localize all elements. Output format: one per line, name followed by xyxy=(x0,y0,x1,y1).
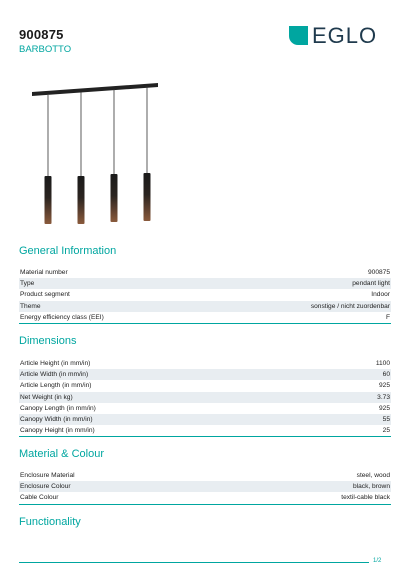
row-value: pendant light xyxy=(352,280,390,288)
table-row xyxy=(19,425,391,436)
row-value: 55 xyxy=(382,415,390,423)
lamp-shade xyxy=(144,173,151,221)
row-value: 1100 xyxy=(375,360,390,367)
row-label: Article Length (in mm/in) xyxy=(20,382,92,390)
row-label: Energy efficiency class (EEI) xyxy=(20,313,104,321)
section-title-general: General Information xyxy=(19,245,117,257)
row-label: Type xyxy=(20,280,35,288)
table-row xyxy=(19,301,391,312)
row-value: 60 xyxy=(382,371,390,379)
table-row xyxy=(19,392,391,403)
footer-divider xyxy=(19,562,369,563)
row-value: sonstige / nicht zuordenbar xyxy=(310,302,390,310)
row-label: Material number xyxy=(20,269,68,276)
canopy xyxy=(32,83,158,96)
row-value: 925 xyxy=(378,404,390,412)
table-row xyxy=(19,358,391,369)
row-value: 925 xyxy=(378,382,390,390)
logo-text: EGLO xyxy=(312,23,378,48)
lamp-shade xyxy=(45,176,52,224)
article-number: 900875 xyxy=(19,27,64,42)
table-row xyxy=(19,492,391,503)
row-label: Product segment xyxy=(20,291,70,299)
row-label: Canopy Width (in mm/in) xyxy=(20,415,93,423)
row-label: Enclosure Material xyxy=(20,472,75,479)
table-row xyxy=(19,312,391,323)
row-value: 25 xyxy=(382,427,390,435)
table-row xyxy=(19,380,391,391)
table-row xyxy=(19,289,391,300)
table-row xyxy=(19,403,391,414)
row-label: Article Height (in mm/in) xyxy=(20,360,91,367)
row-value: steel, wood xyxy=(356,472,390,479)
section-title-dimensions: Dimensions xyxy=(19,335,77,347)
dimensions-table xyxy=(19,358,391,437)
section-title-functionality: Functionality xyxy=(19,516,81,528)
row-label: Canopy Length (in mm/in) xyxy=(20,404,96,412)
table-row xyxy=(19,369,391,380)
table-row xyxy=(19,481,391,492)
table-row xyxy=(19,414,391,425)
section-title-material: Material & Colour xyxy=(19,448,104,460)
row-label: Canopy Height (in mm/in) xyxy=(20,427,95,435)
page-number: 1/2 xyxy=(373,558,382,564)
row-value: textil-cable black xyxy=(341,494,390,502)
row-label: Enclosure Colour xyxy=(20,483,71,491)
row-value: 900875 xyxy=(367,269,390,276)
product-name: BARBOTTO xyxy=(19,44,72,55)
row-label: Cable Colour xyxy=(20,494,59,502)
general-table xyxy=(19,267,391,324)
row-value: Indoor xyxy=(371,291,390,299)
row-value: 3.73 xyxy=(377,393,390,401)
product-image xyxy=(0,0,410,240)
row-label: Net Weight (in kg) xyxy=(20,393,73,401)
table-row xyxy=(19,267,391,278)
lamp-shade xyxy=(78,176,85,224)
row-value: F xyxy=(385,313,390,321)
row-label: Theme xyxy=(20,302,41,310)
table-row xyxy=(19,278,391,289)
material-table xyxy=(19,470,391,505)
row-label: Article Width (in mm/in) xyxy=(20,371,89,379)
table-row xyxy=(19,470,391,481)
row-value: black, brown xyxy=(352,483,390,491)
lamp-shade xyxy=(111,174,118,222)
